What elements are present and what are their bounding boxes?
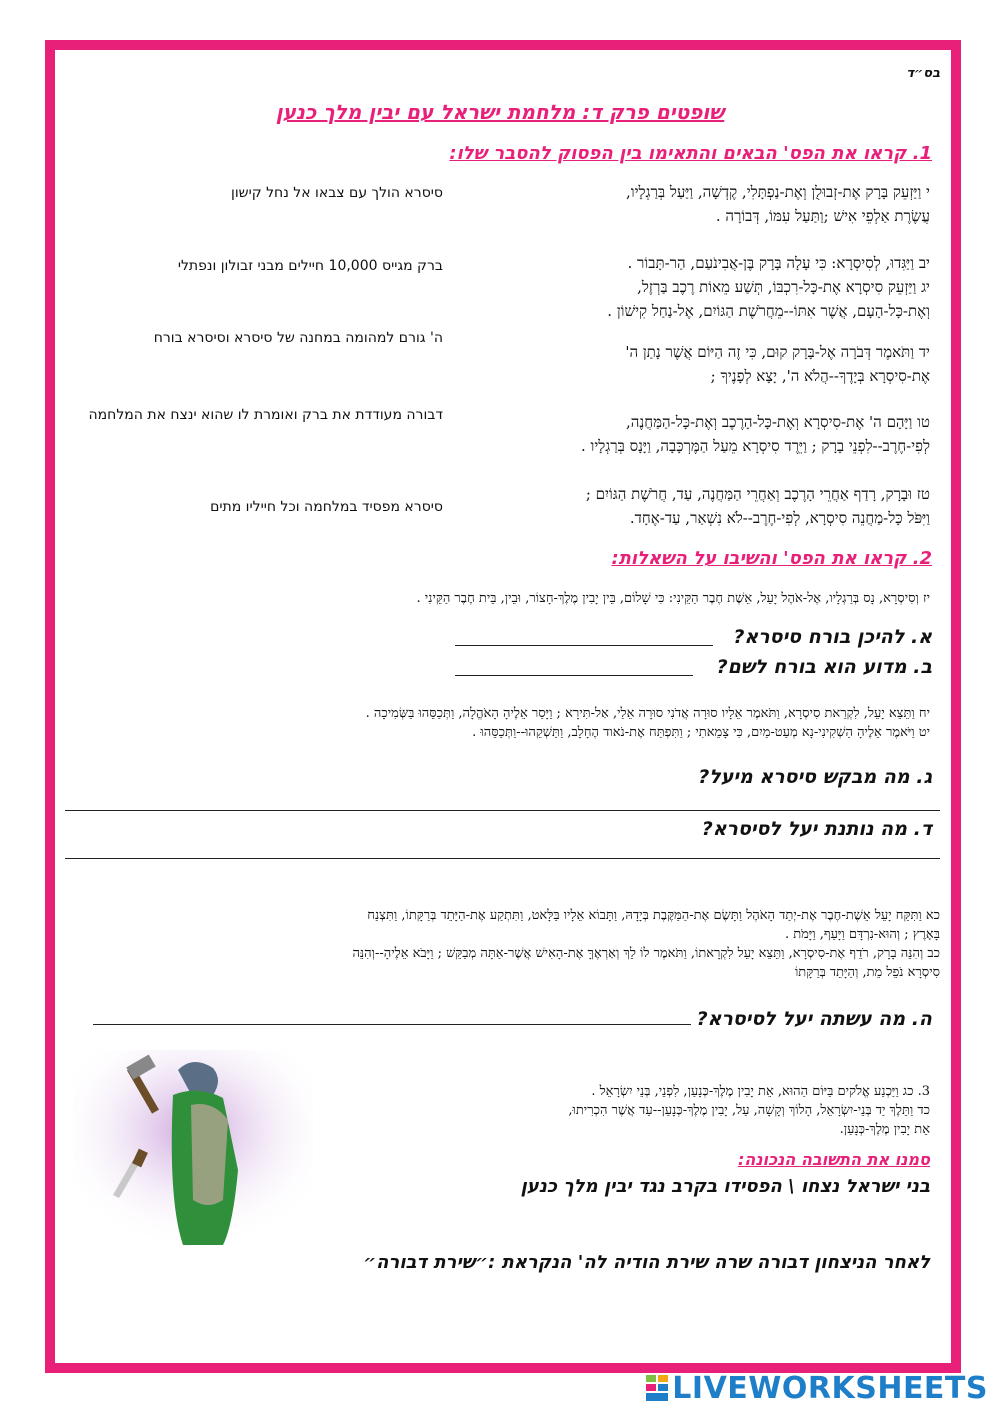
choice-options[interactable]: בני ישראל נצחו \ הפסידו בקרב נגד יבין מלך כנען (520, 1176, 930, 1197)
liveworksheets-logo (646, 1371, 988, 1406)
explanation-2[interactable]: ברק מגייס 10,000 חיילים מבני זבולון ונפתלי (177, 258, 443, 274)
answer-d-field[interactable] (65, 858, 940, 859)
section2-heading: 2. קראו את הפס' והשיבו על השאלות: (611, 548, 932, 569)
verse-row-1 (460, 180, 930, 228)
logo-text: LIVEWORKSHEETS (672, 1371, 988, 1406)
verse-line: וַיִּפֹּל כָּל-מַחֲנֵה סִיסְרָא, לְפִי-חֶרֶב--לֹא נִשְׁאַר, עַד-אֶחָד. (629, 509, 930, 527)
explanation-5[interactable]: סיסרא מפסיד במלחמה וכל חייליו מתים (210, 499, 443, 515)
verses-21-22 (60, 906, 940, 982)
explanation-3[interactable]: ה' גורם למהומה במחנה של סיסרא וסיסרא בורח (153, 330, 443, 346)
verse-line: בָּאָרֶץ ; וְהוּא-נִרְדָּם וַיָּעַף, וַיָּמֹת . (784, 927, 940, 942)
verse-line: סִיסְרָא נֹפֵל מֵת, וְהַיָּתֵד בְּרַקָּתוֹ (794, 965, 940, 980)
verse-line: 3. כג וַיַּכְנַע אֱלֹקים בַּיּוֹם הַהוּא, אֵת יָבִין מֶלֶךְ-כְּנָעַן, לִפְנֵי, בְּנֵי יִשְׂרָאֵל . (591, 1084, 930, 1099)
yael-illustration (73, 1050, 313, 1250)
question-c: ג. מה מבקש סיסרא מיעל? (698, 766, 932, 788)
verse-line: יד וַתֹּאמֶר דְּבֹרָה אֶל-בָּרָק קוּם, כִּי זֶה הַיּוֹם אֲשֶׁר נָתַן ה' (625, 343, 930, 361)
question-b: ב. מדוע הוא בורח לשם? (716, 656, 932, 678)
verse-line: לְפִי-חֶרֶב--לִפְנֵי בָרָק ; וַיֵּרֶד סִיסְרָא מֵעַל הַמֶּרְכָּבָה, וַיָּנָס בְּרַגְלָיו . (580, 437, 930, 455)
verse-line: כא וַתִּקַּח יָעֵל אֵשֶׁת-חֶבֶר אֶת-יְתַד הָאֹהֶל וַתָּשֶׂם אֶת-הַמַּקֶּבֶת בְּיָדָהּ, וַתָּבוֹא אֵלָיו בַּלָּאט, וַתִּתְקַע אֶת-הַיָּתֵד בְּרַקָּתוֹ, וַתִּצְנַח (367, 908, 940, 923)
verse-line: יח וַתֵּצֵא יָעֵל, לִקְרַאת סִיסְרָא, וַתֹּאמֶר אֵלָיו סוּרָה אֲדֹנִי סוּרָה אֵלַי, אַל-תִּירָא ; וַיָּסַר אֵלֶיהָ הָאֹהֱלָה, וַתְּכַסֵּהוּ בַּשְּׂמִיכָה . (365, 706, 930, 721)
closing-sentence: לאחר הניצחון דבורה שרה שירת הודיה לה' הנקראת :״שירת דבורה״ (363, 1252, 930, 1273)
verse-line: אֶת-סִיסְרָא בְּיָדֶךָ--הֲלֹא ה', יָצָא לְפָנֶיךָ ; (710, 367, 930, 385)
verse-line: טו וַיָּהָם ה' אֶת-סִיסְרָא וְאֶת-כָּל-הָרֶכֶב וְאֶת-כָּל-הַמַּחֲנֶה, (625, 413, 930, 431)
verses-18-19 (50, 704, 930, 742)
verse-line: אֵת יָבִין מֶלֶךְ-כְּנָעַן. (839, 1122, 930, 1137)
verse-line: יג וַיַּזְעֵק סִיסְרָא אֶת-כָּל-רִכְבּוֹ, תְּשַׁע מֵאוֹת רֶכֶב בַּרְזֶל, (637, 278, 930, 296)
verse-line: י וַיַּזְעֵק בָּרָק אֶת-זְבוּלֻן וְאֶת-נַפְתָּלִי, קֶדְשָׁה, וַיַּעַל בְּרַגְלָיו, (625, 183, 930, 201)
verse-line: וְאֶת-כָּל-הָעָם, אֲשֶׁר אִתּוֹ--מֵחֲרֹשֶׁת הַגּוֹיִם, אֶל-נַחַל קִישׁוֹן . (607, 302, 930, 320)
verse-row-3 (460, 340, 930, 388)
verse-line: יב וַיַּגִּדוּ, לְסִיסְרָא: כִּי עָלָה בָּרָק בֶּן-אֲבִינֹעַם, הַר-תָּבוֹר . (627, 254, 930, 272)
question-e: ה. מה עשתה יעל לסיסרא? (696, 1008, 932, 1030)
question-d: ד. מה נותנת יעל לסיסרא? (701, 818, 932, 840)
verse-row-5 (460, 482, 930, 530)
verse-line: טז וּבָרָק, רָדַף אַחֲרֵי הָרֶכֶב וְאַחֲרֵי הַמַּחֲנֶה, עַד, חֲרֹשֶׁת הַגּוֹיִם ; (585, 485, 930, 503)
answer-a-field[interactable] (455, 645, 713, 646)
explanation-4[interactable]: דבורה מעודדת את ברק ואומרת לו שהוא ינצח את המלחמה (88, 407, 443, 423)
section3-instruction: סמנו את התשובה הנכונה: (737, 1150, 930, 1169)
section1-heading: 1. קראו את הפס' הבאים והתאימו בין הפסוק להסבר שלו: (449, 143, 932, 164)
verse-17: יז וְסִיסְרָא, נָס בְּרַגְלָיו, אֶל-אֹהֶל יָעֵל, אֵשֶׁת חֶבֶר הַקֵּינִי: כִּי שָׁלוֹם, בֵּין יָבִין מֶלֶךְ-חָצוֹר, וּבֵין, בֵּית חֶבֶר הַקֵּינִי . (416, 591, 930, 606)
answer-e-field[interactable] (93, 1024, 691, 1025)
verse-row-2 (460, 251, 930, 323)
verse-line: כב וְהִנֵּה בָרָק, רֹדֵף אֶת-סִיסְרָא, וַתֵּצֵא יָעֵל לִקְרָאתוֹ, וַתֹּאמֶר לוֹ לֵךְ וְאַרְאֶךָּ אֶת-הָאִישׁ אֲשֶׁר-אַתָּה מְבַקֵּשׁ ; וַיָּבֹא אֵלֶיהָ--וְהִנֵּה (352, 946, 940, 961)
verse-line: עֲשֶׂרֶת אַלְפֵי אִישׁ ;וַתַּעַל עִמּוֹ, דְּבוֹרָה . (715, 207, 930, 225)
answer-b-field[interactable] (455, 675, 693, 676)
verse-line: יט וַיֹּאמֶר אֵלֶיהָ הַשְׁקִינִי-נָא מְעַט-מַיִם, כִּי צָמֵאתִי ; וַתִּפְתַּח אֶת-נֹאוד הֶחָלָב, וַתַּשְׁקֵהוּ--וַתְּכַסֵּהוּ . (472, 725, 930, 740)
verse-row-4 (460, 410, 930, 458)
explanation-1[interactable]: סיסרא הולך עם צבאו אל נחל קישון (231, 185, 443, 201)
verses-23-24 (310, 1082, 930, 1139)
answer-c-field[interactable] (65, 810, 940, 811)
logo-icon (646, 1375, 668, 1401)
question-a: א. להיכן בורח סיסרא? (733, 626, 932, 648)
bsd-header: בס״ד (906, 66, 940, 81)
verse-line: כד וַתֵּלֶךְ יַד בְּנֵי-יִשְׂרָאֵל, הָלוֹךְ וְקָשָׁה, עַל, יָבִין מֶלֶךְ-כְּנָעַן--עַד אֲשֶׁר הִכְרִיתוּ, (568, 1103, 930, 1118)
page-title: שופטים פרק ד: מלחמת ישראל עם יבין מלך כנען (275, 100, 725, 124)
